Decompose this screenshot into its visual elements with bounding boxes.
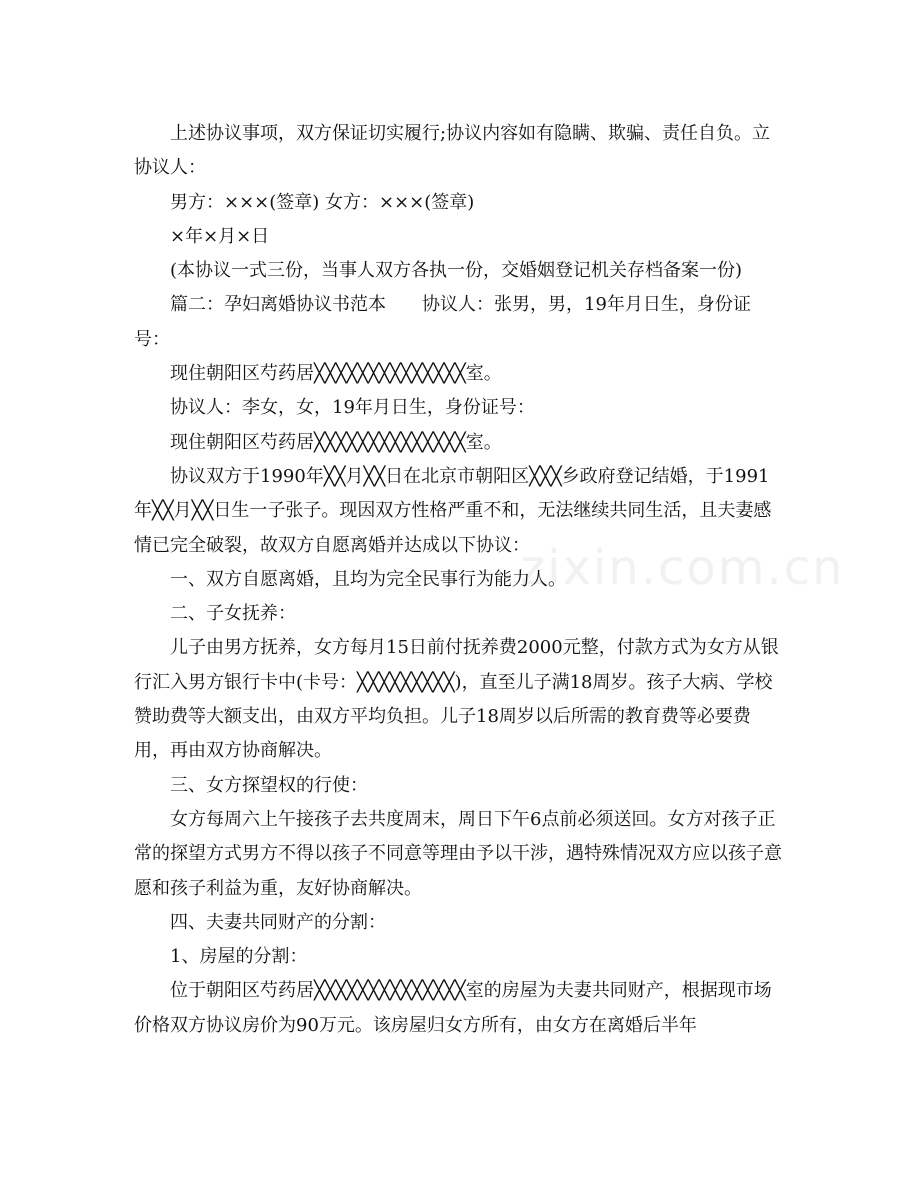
paragraph-clause-two-heading: 二、子女抚养：: [170, 603, 296, 625]
paragraph-address-male: 现住朝阳区芍药居╳╳╳╳╳╳╳╳╳╳╳╳╳╳室。: [170, 363, 502, 385]
paragraph-child-support: 儿子由男方抚养，女方每月15日前付抚养费2000元整，付款方式为女方从银行汇入男方银行卡中(卡号：╳╳╳╳╳╳╳╳╳)，直至儿子满18周岁。孩子大病、学校赞助费等大额支出，由双方平均负担。儿子18周岁以后所需的教育费等必要费用，再由双方协商解决。: [134, 637, 779, 762]
watermark: zixin.com.cn: [520, 540, 845, 596]
paragraph-date: ×年×月×日: [170, 225, 270, 247]
paragraph-house-division: 位于朝阳区芍药居╳╳╳╳╳╳╳╳╳╳╳╳╳╳室的房屋为夫妻共同财产，根据现市场价格双方协议房价为90万元。该房屋归女方所有，由女方在离婚后半年: [134, 980, 772, 1036]
document-body: [134, 117, 784, 1043]
paragraph-copies-note: (本协议一式三份，当事人双方各执一份，交婚姻登记机关存档备案一份): [170, 260, 743, 282]
paragraph-clause-four-heading: 四、夫妻共同财产的分割：: [170, 911, 386, 933]
paragraph-house-heading: 1、房屋的分割：: [170, 946, 308, 968]
paragraph-address-female: 现住朝阳区芍药居╳╳╳╳╳╳╳╳╳╳╳╳╳╳室。: [170, 431, 502, 453]
paragraph-agreement-close: 上述协议事项，双方保证切实履行;协议内容如有隐瞒、欺骗、责任自负。立协议人：: [134, 123, 771, 179]
paragraph-marriage-facts: 协议双方于1990年╳╳月╳╳日在北京市朝阳区╳╳╳乡政府登记结婚，于1991年╳╳月╳╳日生一子张子。现因双方性格严重不和，无法继续共同生活，且夫妻感情已完全破裂，故双方自愿离婚并达成以下协议：: [134, 465, 772, 556]
paragraph-clause-one: 一、双方自愿离婚，且均为完全民事行为能力人。: [170, 568, 566, 590]
paragraph-clause-three-heading: 三、女方探望权的行使：: [170, 774, 368, 796]
paragraph-signatures: 男方：×××(签章) 女方：×××(签章): [170, 191, 475, 213]
paragraph-party-female: 协议人：李女，女，19年月日生，身份证号：: [170, 397, 535, 419]
paragraph-section-two-heading: 篇二：孕妇离婚协议书范本 协议人：张男，男，19年月日生，身份证号：: [134, 294, 751, 350]
paragraph-visitation: 女方每周六上午接孩子去共度周末，周日下午6点前必须送回。女方对孩子正常的探望方式男方不得以孩子不同意等理由予以干涉，遇特殊情况双方应以孩子意愿和孩子利益为重，友好协商解决。: [134, 808, 782, 899]
